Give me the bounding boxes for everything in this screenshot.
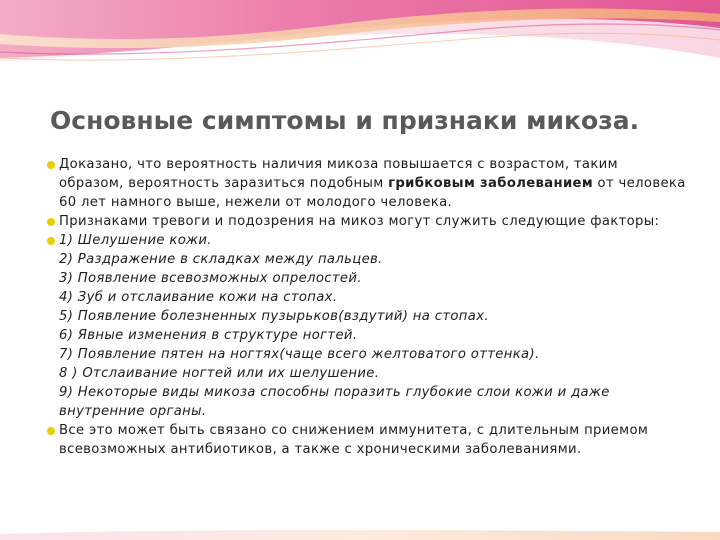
paragraph-signs-text: Признаками тревоги и подозрения на микоз могут служить следующие факторы:	[59, 214, 660, 229]
symptom-item: 9) Некоторые виды микоза способны поразить глубокие слои кожи и даже внутренние органы.	[59, 385, 610, 419]
bullet-icon	[47, 218, 55, 226]
header-decoration	[0, 0, 720, 80]
slide-title: Основные симптомы и признаки микоза.	[50, 106, 640, 135]
paragraph-age-bold: грибковым заболеванием	[388, 176, 593, 191]
symptom-item: 5) Появление болезненных пузырьков(вздутий) на стопах.	[59, 309, 489, 324]
paragraph-immunity-text: Все это может быть связано со снижением иммунитета, с длительным приемом всевозможных антибиотиков, а также с хроническими заболеваниями.	[59, 423, 649, 457]
paragraph-age-text-before: Доказано, что вероятность наличия микоза повышается с возрастом, таким образом, вероятность заразиться подобным	[59, 157, 618, 191]
paragraph-signs	[47, 212, 687, 231]
paragraph-age-text-after: от человека 60 лет намного выше, нежели от молодого человека.	[59, 176, 686, 210]
footer-decoration	[0, 526, 720, 540]
bullet-icon	[47, 161, 55, 169]
paragraph-age	[47, 155, 687, 212]
symptom-item: 4) Зуб и отслаивание кожи на стопах.	[59, 290, 338, 305]
symptom-item: 3) Появление всевозможных опрелостей.	[59, 271, 362, 286]
symptom-item: 6) Явные изменения в структуре ногтей.	[59, 328, 358, 343]
symptom-item: 1) Шелушение кожи.	[59, 233, 212, 248]
symptom-item: 8 ) Отслаивание ногтей или их шелушение.	[59, 366, 380, 381]
paragraph-immunity	[47, 421, 687, 459]
symptoms-list	[47, 231, 687, 421]
symptom-item: 2) Раздражение в складках между пальцев.	[59, 252, 383, 267]
bullet-icon	[47, 427, 55, 435]
bullet-icon	[47, 237, 55, 245]
symptom-item: 7) Появление пятен на ногтях(чаще всего желтоватого оттенка).	[59, 347, 540, 362]
slide-body	[47, 155, 687, 459]
